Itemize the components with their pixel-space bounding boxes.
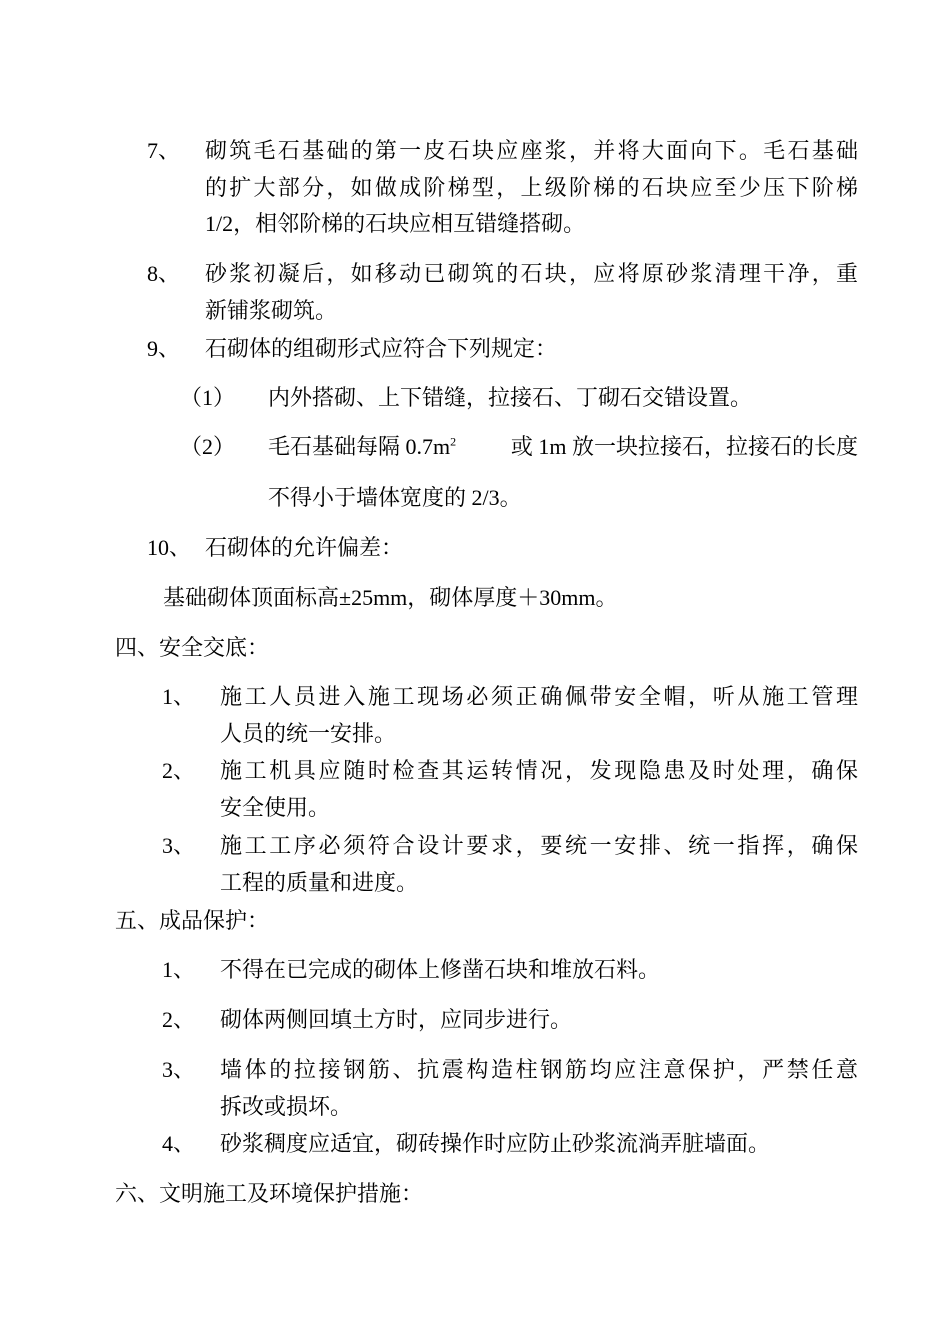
- section-6-heading: 六、文明施工及环境保护措施：: [115, 1181, 424, 1206]
- item-7-number: 7、: [147, 138, 181, 163]
- section-4-item-1-number: 1、: [162, 684, 196, 709]
- item-9-sub-2-line-1: [268, 434, 858, 460]
- item-9-sub-2-number: （2）: [180, 434, 236, 459]
- section-5-item-4-number: 4、: [162, 1131, 196, 1156]
- item-9-number: 9、: [147, 336, 181, 361]
- section-4-item-2-number: 2、: [162, 758, 196, 783]
- section-5-item-3-number: 3、: [162, 1057, 196, 1082]
- section-4-item-1-line-1: 施工人员进入施工现场必须正确佩带安全帽，听从施工管理: [220, 684, 858, 709]
- item-9-sub-1-text: 内外搭砌、上下错缝，拉接石、丁砌石交错设置。: [268, 385, 753, 410]
- section-5-item-3-line-2: 拆改或损坏。: [220, 1094, 353, 1119]
- section-5-item-3-line-1: 墙体的拉接钢筋、抗震构造柱钢筋均应注意保护，严禁任意: [220, 1057, 858, 1082]
- item-9-sub-2-part-a: 毛石基础每隔 $0.7m^2$: [268, 434, 457, 459]
- item-8-line-2: 新铺浆砌筑。: [205, 298, 338, 323]
- superscript-2: 2: [450, 434, 457, 449]
- section-4-heading: 四、安全交底：: [115, 635, 270, 660]
- item-9-sub-2-part-b: 或 1m 放一块拉接石，拉接石的长度: [510, 434, 858, 459]
- section-4-item-3-line-1: 施工工序必须符合设计要求，要统一安排、统一指挥，确保: [220, 833, 858, 858]
- section-5-item-1-line-1: 不得在已完成的砌体上修凿石块和堆放石料。: [220, 957, 661, 982]
- item-9-sub-2-line-2: 不得小于墙体宽度的 2/3。: [268, 485, 522, 510]
- section-4-item-3-number: 3、: [162, 833, 196, 858]
- item-9-line-1: 石砌体的组砌形式应符合下列规定：: [205, 336, 558, 361]
- item-9-sub-1-number: （1）: [180, 385, 236, 410]
- section-5-item-2-number: 2、: [162, 1007, 196, 1032]
- section-5-item-4-line-1: 砂浆稠度应适宜，砌砖操作时应防止砂浆流淌弄脏墙面。: [220, 1131, 771, 1156]
- item-8-line-1: 砂浆初凝后，如移动已砌筑的石块，应将原砂浆清理干净，重: [205, 261, 858, 286]
- item-7-line-1: 砌筑毛石基础的第一皮石块应座浆，并将大面向下。毛石基础: [205, 138, 858, 163]
- item-7-line-3: 1/2，相邻阶梯的石块应相互错缝搭砌。: [205, 211, 586, 236]
- item-10-number: 10、: [147, 535, 192, 560]
- section-4-item-3-line-2: 工程的质量和进度。: [220, 870, 419, 895]
- section-4-item-1-line-2: 人员的统一安排。: [220, 721, 397, 746]
- item-10-line-1: 石砌体的允许偏差：: [205, 535, 404, 560]
- section-5-heading: 五、成品保护：: [115, 908, 270, 933]
- section-4-item-2-line-1: 施工机具应随时检查其运转情况，发现隐患及时处理，确保: [220, 758, 858, 783]
- item-7-line-2: 的扩大部分，如做成阶梯型，上级阶梯的石块应至少压下阶梯: [205, 175, 858, 200]
- section-4-item-2-line-2: 安全使用。: [220, 795, 331, 820]
- item-8-number: 8、: [147, 261, 181, 286]
- item-10-detail: 基础砌体顶面标高±25mm，砌体厚度＋30mm。: [163, 585, 618, 610]
- section-5-item-2-line-1: 砌体两侧回填土方时，应同步进行。: [220, 1007, 573, 1032]
- section-5-item-1-number: 1、: [162, 957, 196, 982]
